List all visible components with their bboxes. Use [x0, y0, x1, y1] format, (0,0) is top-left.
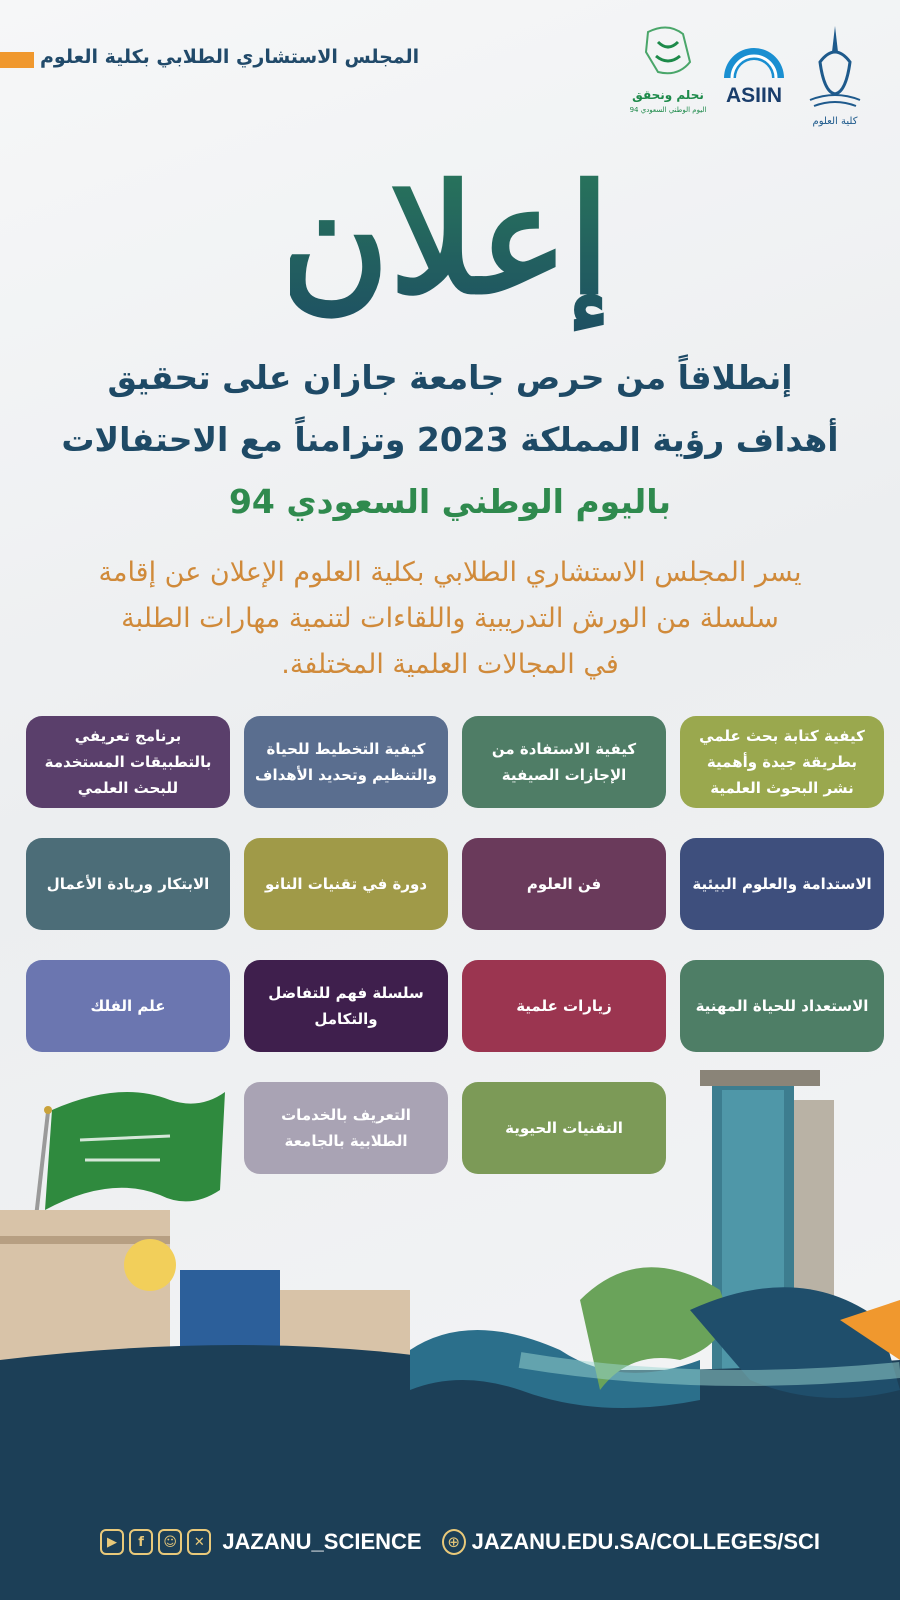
workshop-card: كيفية كتابة بحث علمي بطريقة جيدة وأهمية نشر البحوث العلمية	[680, 716, 884, 808]
national-day-caption: اليوم الوطني السعودي 94	[629, 106, 707, 114]
workshop-card: كيفية التخطيط للحياة والتنظيم وتحديد الأهداف	[244, 716, 448, 808]
orange-accent-tab	[0, 52, 34, 68]
social-handle-link[interactable]: JAZANU_SCIENCE	[222, 1529, 422, 1554]
headline-line-2: أهداف رؤية المملكة 2023 وتزامناً مع الاحتفالات	[61, 420, 839, 459]
workshop-card: برنامج تعريفي بالتطبيقات المستخدمة للبحث العلمي	[26, 716, 230, 808]
intro-line-3: في المجالات العلمية المختلفة.	[281, 649, 619, 680]
youtube-icon[interactable]: ▶	[100, 1529, 124, 1555]
workshop-card: فن العلوم	[462, 838, 666, 930]
jazan-caption: كلية العلوم	[812, 116, 858, 127]
facebook-icon[interactable]: f	[129, 1529, 153, 1555]
logos	[629, 22, 870, 127]
council-name: المجلس الاستشاري الطلابي بكلية العلوم	[40, 46, 420, 68]
intro-line-2: سلسلة من الورش التدريبية واللقاءات لتنمية مهارات الطلبة	[121, 603, 779, 634]
globe-icon: ⊕	[442, 1529, 466, 1555]
headline-line-3: باليوم الوطني السعودي 94	[228, 482, 672, 521]
website-link[interactable]: JAZANU.EDU.SA/COLLEGES/SCI	[471, 1529, 821, 1554]
workshop-card: التعريف بالخدمات الطلابية بالجامعة	[244, 1082, 448, 1174]
intro-line-1: يسر المجلس الاستشاري الطلابي بكلية العلوم الإعلان عن إقامة	[98, 557, 802, 588]
announcement-title	[279, 140, 610, 350]
header-bar	[0, 46, 440, 72]
workshop-card: التقنيات الحيوية	[462, 1082, 666, 1174]
asiin-wordmark: ASIIN	[725, 84, 782, 107]
workshop-card: كيفية الاستفادة من الإجازات الصيفية	[462, 716, 666, 808]
campus-scene-illustration	[0, 1060, 900, 1480]
footer-links	[100, 1526, 820, 1558]
x-icon[interactable]: ✕	[187, 1529, 211, 1555]
workshop-card: الاستعداد للحياة المهنية	[680, 960, 884, 1052]
national-day-logo	[628, 22, 708, 114]
jazan-university-logo	[800, 22, 870, 127]
workshop-card: دورة في تقنيات النانو	[244, 838, 448, 930]
workshop-card: سلسلة فهم للتفاضل والتكامل	[244, 960, 448, 1052]
headline-line-1: إنطلاقاً من حرص جامعة جازان على تحقيق	[107, 358, 793, 397]
workshop-card: الابتكار وريادة الأعمال	[26, 838, 230, 930]
workshop-card: زيارات علمية	[462, 960, 666, 1052]
asiin-logo	[718, 22, 790, 114]
workshop-card: الاستدامة والعلوم البيئية	[680, 838, 884, 930]
footer	[0, 1480, 900, 1600]
snapchat-icon[interactable]: ☺	[158, 1529, 182, 1555]
national-day-slogan: نحلم ونحقق	[632, 88, 704, 102]
workshop-card: علم الفلك	[26, 960, 230, 1052]
announcement-word: إعلان	[290, 140, 610, 340]
